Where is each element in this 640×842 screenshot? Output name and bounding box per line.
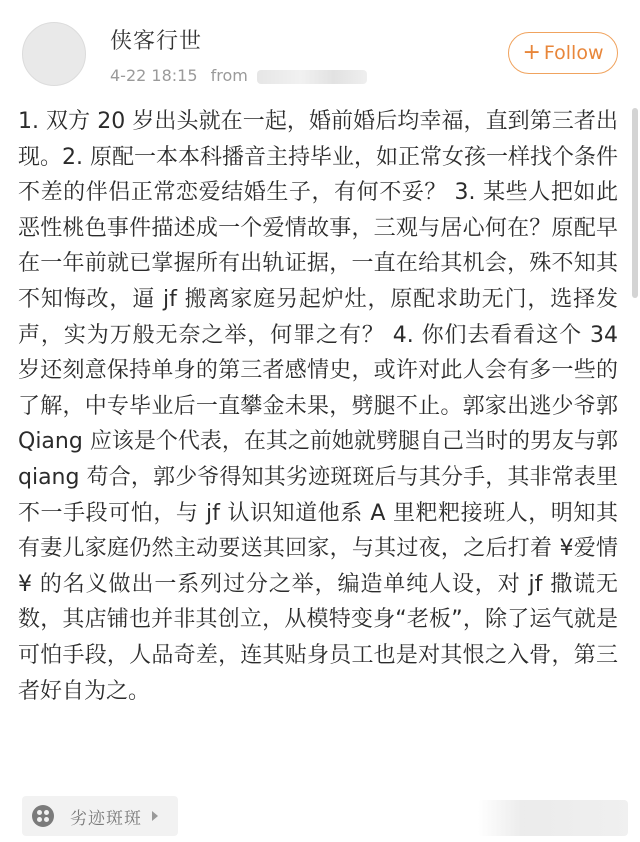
scrollbar[interactable] xyxy=(630,0,640,842)
topic-dots-icon xyxy=(32,805,54,827)
author-name[interactable]: 侠客行世 xyxy=(110,29,203,54)
post-meta xyxy=(110,66,367,85)
watermark xyxy=(478,800,628,836)
post-date: 4-22 18:15 xyxy=(110,66,198,85)
avatar[interactable] xyxy=(22,22,86,86)
follow-button[interactable] xyxy=(508,32,618,74)
redacted-source xyxy=(257,70,367,84)
follow-label: Follow xyxy=(543,42,604,64)
chevron-right-icon xyxy=(152,811,158,821)
post-body: 1. 双方 20 岁出头就在一起，婚前婚后均幸福，直到第三者出现。2. 原配一本本科播音主持毕业，如正常女孩一样找个条件不差的伴侣正常恋爱结婚生子，有何不妥？ 3. 某些人把如此恶性桃色事件描述成一个爱情故事，三观与居心何在？原配早在一年前就已掌握所有出轨证据，一直在给其机会，殊不知其不知悔改，逼 jf 搬离家庭另起炉灶，原配求助无门，选择发声，实为万般无奈之举，何罪之有？ 4. 你们去看看这个 34 岁还刻意保持单身的第三者感情史，或许对此人会有多一些的了解，中专毕业后一直攀金未果，劈腿不止。郭家出逃少爷郭 Qiang 应该是个代表，在其之前她就劈腿自己当时的男友与郭 qiang 苟合，郭少爷得知其劣迹斑斑后与其分手，其非常表里不一手段可怕，与 jf 认识知道他系 A 里粑粑接班人，明知其有妻儿家庭仍然主动要送其回家，与其过夜，之后打着 ¥爱情¥ 的名义做出一系列过分之举，编造单纯人设，对 jf 撒谎无数，其店铺也并非其创立，从模特变身“老板”，除了运气就是可怕手段，人品奇差，连其贴身员工也是对其恨之入骨，第三者好自为之。 xyxy=(18,109,619,704)
topic-tag-label: 劣迹斑斑 xyxy=(70,808,142,829)
scrollbar-thumb[interactable] xyxy=(632,108,638,298)
source-prefix: from xyxy=(210,66,248,85)
post-header xyxy=(0,0,640,100)
plus-icon: + xyxy=(522,40,541,65)
topic-tag[interactable] xyxy=(22,796,178,836)
